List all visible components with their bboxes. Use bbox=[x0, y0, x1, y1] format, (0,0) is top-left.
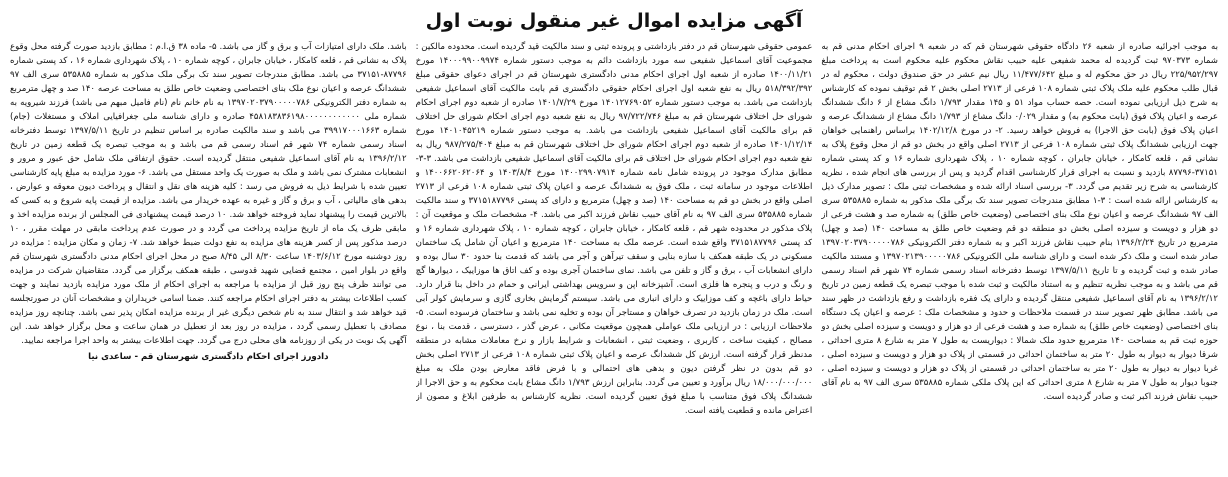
notice-column-left bbox=[10, 40, 407, 470]
notice-column-right bbox=[821, 40, 1218, 470]
notice-column-right-text: به موجب اجرائیه صادره از شعبه ۲۶ دادگاه حقوقی شهرستان قم که در شعبه ۹ اجرای احکام مدنی قم به شماره ۹۷۰۳۷۳ ثبت گردیده له محمد شفیعی علیه حبیب نقاش محکوم علیه محکوم است به پرداخت مبلغ ۲۲۵/۹۵۲/۲۹۷ ریال در حق محکوم له و مبلغ ۱۱/۴۷۷/۶۴۲ ریال نیم عشر در حق صندوق دولت ، محکوم له در قبال طلب محکوم علیه ملک پلاک ثبتی شماره ۱۰۸ فرعی از ۲۷۱۳ اصلی بخش ۲ قم توقیف نموده که کارشناس به شرح ذیل ارزیابی نموده است. حصه حساب مواد ۵۱ و ۱۴۵ مقدار ۱/۷۹۳ دانگ مشاع از ۶ دانگ ششدانگ عرصه و اعیان پلاک فوق (بابت محکوم به) و مقدار ۰/۰۲۹ دانگ مشاع از ۱/۷۹۳ دانگ مشاع از ششدانگ عرصه و اعیان پلاک فوق (بابت حق الاجرا) به فروش خواهد رسید. ۲- در مورخ ۱۴۰۲/۱۲/۸ براساس راهنمایی خواهان جهت ارزیابی ششدانگ پلاک ثبتی شماره ۱۰۸ فرعی از ۲۷۱۳ اصلی واقع در بخش دو قم از محل وقوع پلاک به نشانی قم ، قلعه کامکار ، خیابان جابران ، کوچه شماره ۱۰ ، پلاک شهرداری شماره ۱۶ و کد پستی شماره ۳۷۱۵۱-۸۷۷۹۶ بازدید و نسبت به اجرای قرار کارشناسی اقدام گردید و پس از بررسی های انجام شده ، نظریه کارشناسی به شرح زیر تقدیم می گردد. ۳- بررسی اسناد ارائه شده و مشخصات ثبتی ملک : تصویر مدارک ذیل به کارشناس ارائه شده است : ۳-۱ مطابق مندرجات تصویر سند تک برگی ملک مذکور به شماره ۵۳۵۸۸۵ سری الف ۹۷ ششدانگ عرصه و اعیان نوع ملک بنای اختصاصی (وضعیت خاص طلق) به شماره صد و هشت فرعی از دو هزار و دویست و سیزده اصلی بخش دو منطقه دو قم وضعیت خاص طلق به مساحت ۱۴۰ (صد و چهل) مترمربع در تاریخ ۱۳۹۶/۲/۲۴ بنام حبیب نقاش فرزند اکبر و به شماره دفتر الکترونیکی ۱۳۹۷۰۲۰۳۷۹۰۰۰۰۰۷۸۶ صادر شده است و ملک ذکر شده است و دارای شناسه ملی الکترونیکی ۱۳۹۷۰۲۱۳۹۰۰۰۰۰۷۸۶ و مستند مالکیت صادر شده و ثبت گردیده و تا تاریخ ۱۳۹۷/۵/۱۱ توسط دفترخانه اسناد رسمی شماره ۷۴ شهر قم اسناد رسمی قم می باشد و به موجب نظریه تنظیم و به استناد مالکیت و ثبت شده با موجب تبصره یک قطعه زمین در تاریخ ۱۳۹۶/۲/۱۲ به نام آقای اسماعیل شفیعی منتقل گردیده و دارای یک فقره بازداشت و رفع بازداشت در ظهر سند می باشد. مطابق ظهر تصویر سند در قسمت ملاحظات و حدود و مشخصات ملک : عرصه و اعیان یک دستگاه بنای اختصاصی (وضعیت خاص طلق) به شماره صد و هشت فرعی از دو هزار و دویست و سیزده اصلی بخش دو حوزه ثبت قم به مساحت ۱۴۰ مترمربع حدود ملک شمالا : دیواریست به طول ۷ متر به شارع ۸ متری احداثی ، شرقا دیوار به دیوار به طول ۲۰ متر به ساختمان احداثی در قسمتی از پلاک دو هزار و دویست و سیزده اصلی ، غربا دیوار به دیوار به طول ۲۰ متر به ساختمان احداثی در قسمتی از پلاک دو هزار و دویست و سیزده اصلی ، جنوبا دیوار به طول ۷ متر به شارع ۸ متری احداثی که این پلاک ملکی شماره ۵۳۵۸۸۵ سری الف ۹۷ به نام آقای حبیب نقاش فرزند اکبر ثبت و صادر گردیده است. bbox=[821, 42, 1218, 402]
notice-column-middle bbox=[416, 40, 813, 470]
notice-column-left-text: باشد. ملک دارای امتیازات آب و برق و گاز می باشد. ۵- ماده ۳۸ ق.ا.م : مطابق بازدید صورت گرفته محل وقوع پلاک به نشانی قم ، قلعه کامکار ، خیابان جابران ، کوچه شماره ۱۰ ، پلاک شهرداری شماره ۱۶ ، کد پستی شماره ۸۷۷۹۶-۳۷۱۵۱ می باشد. مطابق مندرجات تصویر سند تک برگی ملک مذکور به شماره ۵۳۵۸۸۵ سری الف ۹۷ ششدانگ عرصه و اعیان نوع ملک بنای اختصاصی وضعیت خاص طلق به مساحت عرصه ۱۴۰ صد و چهل مترمربع به شماره دفتر الکترونیکی ۱۳۹۷۰۲۰۳۷۹۰۰۰۰۰۷۸۶ به نام خانم نام (نام فامیل مبهم می باشد) فرزند شیرویه به شماره ملی ۴۵۸۱۸۳۸۳۶۱۹۸۰۰۰۰۰۰۰۰۰۰۰۰ صادره و دارای شناسه ملی جغرافیایی املاک و مستغلات (جام) شماره ۳۹۹۱۷۰۰۰۱۶۶۳ می باشد و سند مالکیت صادره بر اساس تنظیم در تاریخ ۱۳۹۷/۵/۱۱ توسط دفترخانه اسناد رسمی شماره ۷۴ شهر قم اسناد رسمی قم می باشد و به موجب تبصره یک قطعه زمین در تاریخ ۱۳۹۶/۲/۱۲ به نام آقای اسماعیل شفیعی منتقل گردیده است. حقوق ارتفاقی ملک شامل حق عبور و مرور و انشعابات مشترک نمی باشد و ملک به صورت یک واحد مستقل می باشد. ۶- مورد مزایده به مبلغ پایه کارشناسی تعیین شده با شرایط ذیل به فروش می رسد : کلیه هزینه های نقل و انتقال و پرداخت دیون معوقه و عوارض ، بدهی های مالیاتی ، آب و برق و گاز و غیره به عهده خریدار می باشد. مزایده از قیمت پایه شروع و به کسی که بالاترین قیمت را پیشنهاد نماید فروخته خواهد شد. ۱۰ درصد قیمت پیشنهادی فی المجلس از برنده مزایده اخذ و مابقی ظرف یک ماه از تاریخ مزایده پرداخت می گردد و در صورت عدم پرداخت مابقی در مهلت مقرر ، ۱۰ درصد مذکور پس از کسر هزینه های مزایده به نفع دولت ضبط خواهد شد. ۷- زمان و مکان مزایده : مزایده در روز دوشنبه مورخ ۱۴۰۳/۶/۱۲ ساعت ۸/۳۰ الی ۸/۴۵ صبح در محل اجرای احکام مدنی دادگستری شهرستان قم واقع در بلوار امین ، مجتمع قضایی شهید قدوسی ، طبقه همکف برگزار می گردد. متقاضیان شرکت در مزایده می توانند ظرف پنج روز قبل از مزایده با مراجعه به اجرای احکام از ملک مورد مزایده بازدید نمایند و جهت کسب اطلاعات بیشتر به دفتر اجرای احکام مراجعه کنند. ضمنا اسامی خریداران و مشخصات آنان در صورتجلسه قید خواهد شد و انتقال سند به نام شخص دیگری غیر از برنده مزایده امکان پذیر نمی باشد. چنانچه روز مزایده مصادف با تعطیل رسمی گردد ، مزایده در روز بعد از تعطیل در همان ساعت و محل برگزار خواهد شد. این آگهی یک نوبت در یکی از روزنامه های محلی درج می گردد. جهت اطلاعات بیشتر به واحد اجرا مراجعه نمایید. bbox=[10, 42, 407, 346]
notice-columns bbox=[10, 40, 1218, 470]
notice-title: آگهی مزایده اموال غیر منقول نوبت اول bbox=[425, 10, 803, 32]
notice-signature: دادورز اجرای احکام دادگستری شهرستان قم - ساعدی نیا bbox=[88, 352, 329, 362]
notice-column-middle-text: عمومی حقوقی شهرستان قم در دفتر بازداشتی و پرونده ثبتی و سند مالکیت قید گردیده است. محدوده مالکین : مجموعیت آقای اسماعیل شفیعی سه مورد بازداشت دائم به موجب دستور شماره ۱۴۰۰۰۹۹۰۰۹۹۷۴ مورخ ۱۴۰۰/۱۱/۲۱ صادره از شعبه اول اجرای احکام مدنی دادگستری شهرستان قم در اجرای دعوای حقوقی مبلغ ۵۱۸/۳۹۲/۳۹۲ ریال به نفع شعبه اول اجرای احکام حقوقی دادگستری قم بابت مالکیت آقای اسماعیل شفیعی بازداشت می باشد. به موجب دستور شماره ۱۴۰۱۲۷۶۹۰۵۲ مورخ ۱۴۰۱/۷/۲۹ صادره از شعبه دوم اجرای احکام شورای حل اختلاف شهرستان قم به مبلغ ۹۷/۷۲۲/۷۴۶ ریال به نفع شعبه دوم اجرای احکام شورای حل اختلاف قم برای مالکیت آقای اسماعیل شفیعی بازداشت می باشد. به موجب دستور شماره ۱۴۰۱۰۴۵۲۱۹ مورخ ۱۴۰۱/۱۲/۱۴ صادره از شعبه دوم اجرای احکام شورای حل اختلاف شهرستان قم به مبلغ ۹۸۷/۲۷۵/۴۰۴ ریال به نفع شعبه دوم اجرای احکام شورای حل اختلاف قم برای مالکیت آقای اسماعیل شفیعی بازداشت می باشد. ۳-۳- مطابق مدارک موجود در پرونده شامل نامه شماره ۱۴۰۰۲۹۹۰۷۹۱۴ مورخ ۱۴۰۳/۸/۴ و ۱۴۰۰۶۶۲۰۶۲۰۶۴ و اطلاعات موجود در سامانه ثبت ، ملک فوق به ششدانگ عرصه و اعیان پلاک ثبتی شماره ۱۰۸ فرعی از ۲۷۱۳ اصلی واقع در بخش دو قم به مساحت ۱۴۰ (صد و چهل) مترمربع و دارای کد پستی ۳۷۱۵۱۸۷۷۹۶ و سند مالکیت شماره ۵۳۵۸۸۵ سری الف ۹۷ به نام آقای حبیب نقاش فرزند اکبر می باشد. ۴- مشخصات ملک و موقعیت آن : پلاک مذکور در محدوده شهر قم ، قلعه کامکار ، خیابان جابران ، کوچه شماره ۱۰ ، پلاک شهرداری شماره ۱۶ و کد پستی ۳۷۱۵۱۸۷۷۹۶ واقع شده است. عرصه ملک به مساحت ۱۴۰ مترمربع و اعیان آن شامل یک ساختمان مسکونی در یک طبقه همکف با سازه بنایی و سقف تیرآهن و آجر می باشد که قدمت بنا حدود ۳۰ سال بوده و دارای انشعابات آب ، برق و گاز و تلفن می باشد. نمای ساختمان آجری بوده و کف اتاق ها موزاییک ، دیوارها گچ و رنگ و درب و پنجره ها فلزی است. آشپزخانه اپن و سرویس بهداشتی ایرانی و حمام در داخل بنا قرار دارد. حیاط دارای باغچه و کف موزاییک و دارای انباری می باشد. سیستم گرمایش بخاری گازی و سرمایش کولر آبی است. ملک در زمان بازدید در تصرف خواهان و مستاجر آن بوده و تخلیه نمی باشد و ساختمان فرسوده است. ۵- ملاحظات ارزیابی : در ارزیابی ملک عواملی همچون موقعیت مکانی ، عرض گذر ، دسترسی ، قدمت بنا ، نوع مصالح ، کیفیت ساخت ، کاربری ، وضعیت ثبتی ، انشعابات و شرایط بازار و نرخ معاملات مشابه در منطقه مدنظر قرار گرفته است. ارزش کل ششدانگ عرصه و اعیان پلاک ثبتی شماره ۱۰۸ فرعی از ۲۷۱۳ اصلی بخش دو قم بدون در نظر گرفتن دیون و بدهی های احتمالی و با فرض فاقد معارض بودن ملک به مبلغ ۱۸/۰۰۰/۰۰۰/۰۰۰ ریال برآورد و تعیین می گردد. بنابراین ارزش ۱/۷۹۳ دانگ مشاع بابت محکوم به و حق الاجرا از ششدانگ پلاک فوق متناسب با مبلغ فوق تعیین گردیده است. نظریه کارشناس به طرفین ابلاغ و مصون از اعتراض مانده و قطعیت یافته است. bbox=[415, 42, 813, 416]
